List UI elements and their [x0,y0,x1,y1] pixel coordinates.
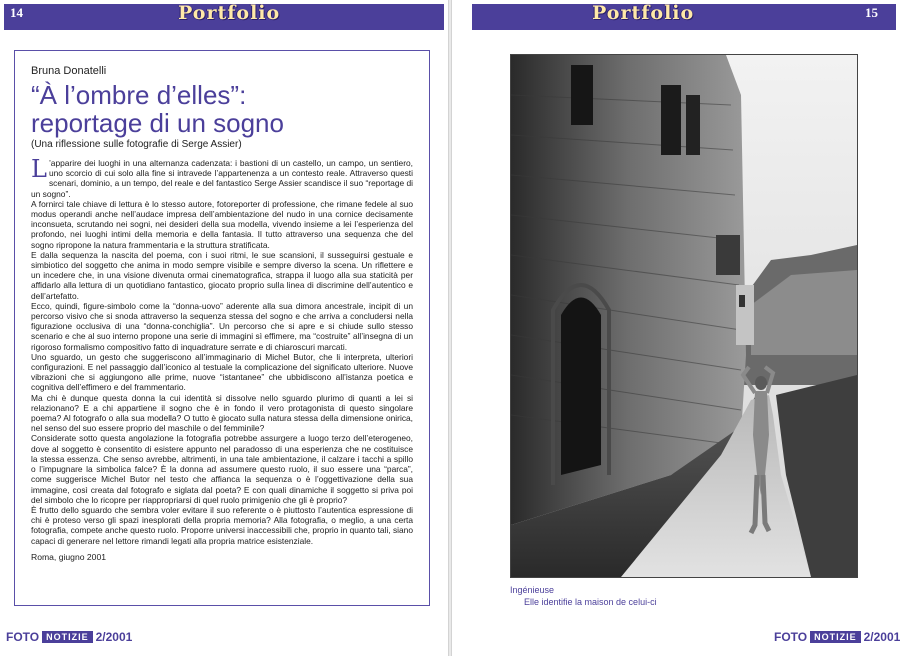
left-page [0,0,448,656]
author-name: Bruna Donatelli [31,65,107,77]
headline-line-2: reportage di un sogno [31,108,284,138]
footer-foto: FOTO [6,630,40,644]
paragraph: Ecco, quindi, figure-simbolo come la “donna-uovo” aderente alla sua dimora ancestrale, incipit di un percorso visivo che si snoda attraverso la sequenza stessa del sogno e che arriva a concludersi nella figurazione occlusiva di una “donna-conchiglia”. Un percorso che si apre e si chiude sullo stesso scenario e che al suo interno propone una serie di immagini sì effimere, ma “costruite” all’insegna di un rigoroso formalismo compositivo fatto di inquadrature serrate e di chiaroscuri marcati. [31,300,413,352]
paragraph: E dalla sequenza la nascita del poema, con i suoi ritmi, le sue scansioni, il susseguirsi gestuale e simbiotico del soggetto che anima in modo sempre visibile e sempre diverso la scena. Un riflettere e un incedere che, in una visione divenuta ormai cinematografica, strappa il luogo alla sua staticità per affidarlo alla lettura di un quotidiano fantastico, giocato proprio sulla linea di discrimine dell’autentico e dell’artefatto. [31,249,413,301]
photograph [510,54,858,578]
paragraph [31,155,413,199]
footer-issue: 2/2001 [95,630,133,644]
footer-issue: 2/2001 [863,630,900,644]
footer-foto: FOTO [774,630,808,644]
section-title: Portfolio [178,2,281,24]
section-title: Portfolio [592,2,695,24]
article-headline [31,81,413,137]
paragraph-text: ’apparire dei luoghi in una alternanza cadenzata: i bastioni di un castello, un campo, un sentiero, uno scorcio di cui solo alla fine si intravede l’appartenenza a un contesto reale. Attraverso questi scenari, dominio, a un tempo, del reale e del fantastico Serge Assier scandisce il suo “reportage di un sogno”. [31,158,413,199]
paragraph: Considerate sotto questa angolazione la fotografia potrebbe assurgere a luogo terzo dell’eterogeneo, dove al soggetto è consentito di esistere appunto nel paradosso di una esperienza che ne costituisce la stessa essenza. Che senso avrebbe, altrimenti, in una tale ambientazione, il calzare i tacchi a spillo o l’impugnare la simbolica falce? È la donna ad assumere questo ruolo, il suo essere una “parca”, come suggerisce Michel Butor nel testo che affianca la sequenza o è l’oggettivazione della sua immagine, così creata dal fotografo e siglata dal poeta? E con quali dinamiche il soggetto si priva poi del simbolo che lo ricopre per riappropriarsi di quel ruolo primigenio che gli è proprio? [31,433,413,505]
footer-logo [6,629,132,645]
article-signoff: Roma, giugno 2001 [31,551,107,562]
footer-notizie: NOTIZIE [810,631,861,643]
footer-notizie: NOTIZIE [42,631,93,643]
page-number: 15 [865,5,878,20]
article-box [14,50,430,606]
paragraph: Uno sguardo, un gesto che suggeriscono all’immaginario di Michel Butor, che li interpreta, ulteriori configurazioni. E nel passaggio dall’iconico al testuale la complicazione del significato ulteriore. Nuove vibrazioni che si aggiungono alle prime, nuove “istantanee” che ubbidiscono all’istanza poetica e cognitiva dell’effimero e del frammentario. [31,351,413,393]
right-page [452,0,900,656]
page-number: 14 [10,5,23,20]
paragraph: Ma chi è dunque questa donna la cui identità si dissolve nello sguardo plurimo di quanti a lei si relazionano? E a chi appartiene il sogno che è in fondo il vero protagonista di questo singolare poema? Al fotografo o alla sua modella? O tutto è giocato sulla natura stessa della dimensione onirica, nel senso del suo essere proprio del maschile o del femminile? [31,392,413,434]
photograph-image [511,55,857,577]
caption-subtitle: Elle identifie la maison de celui-ci [524,597,657,607]
paragraph: È frutto dello sguardo che sembra voler evitare il suo referente o è piuttosto l’autentica espressione di chi è proteso verso gli spazi inesplorati della propria memoria? Alla fotografia, o meglio, a una certa fotografia, compete anche questo ruolo. Proporre universi inaccessibili che, proprio in quanto tali, siano capaci di generare nel lettore rimandi legati alla propria matrice esistenziale. [31,504,413,546]
article-subheadline: (Una riflessione sulle fotografie di Serge Assier) [31,139,242,150]
caption-title: Ingénieuse [510,585,555,595]
dropcap: L [31,155,47,183]
headline-line-1: “À l’ombre d’elles”: [31,80,247,110]
footer-logo [774,629,900,645]
photo-caption [510,585,657,607]
paragraph: A fornirci tale chiave di lettura è lo stesso autore, fotoreporter di professione, che rimane fedele al suo modus operandi anche nell’audace impresa dell’ambientazione del nudo in una cornice decisamente inconsueta, scrutando nei sogni, nei desideri della sua modella, vivendo insieme a lei l’esperienza del profondo, nei luoghi intimi della memoria e della fantasia. Il tutto attraverso una sequenza che del sogno ripropone la natura frammentaria e la struttura stratificata. [31,198,413,250]
article-body [31,155,413,546]
